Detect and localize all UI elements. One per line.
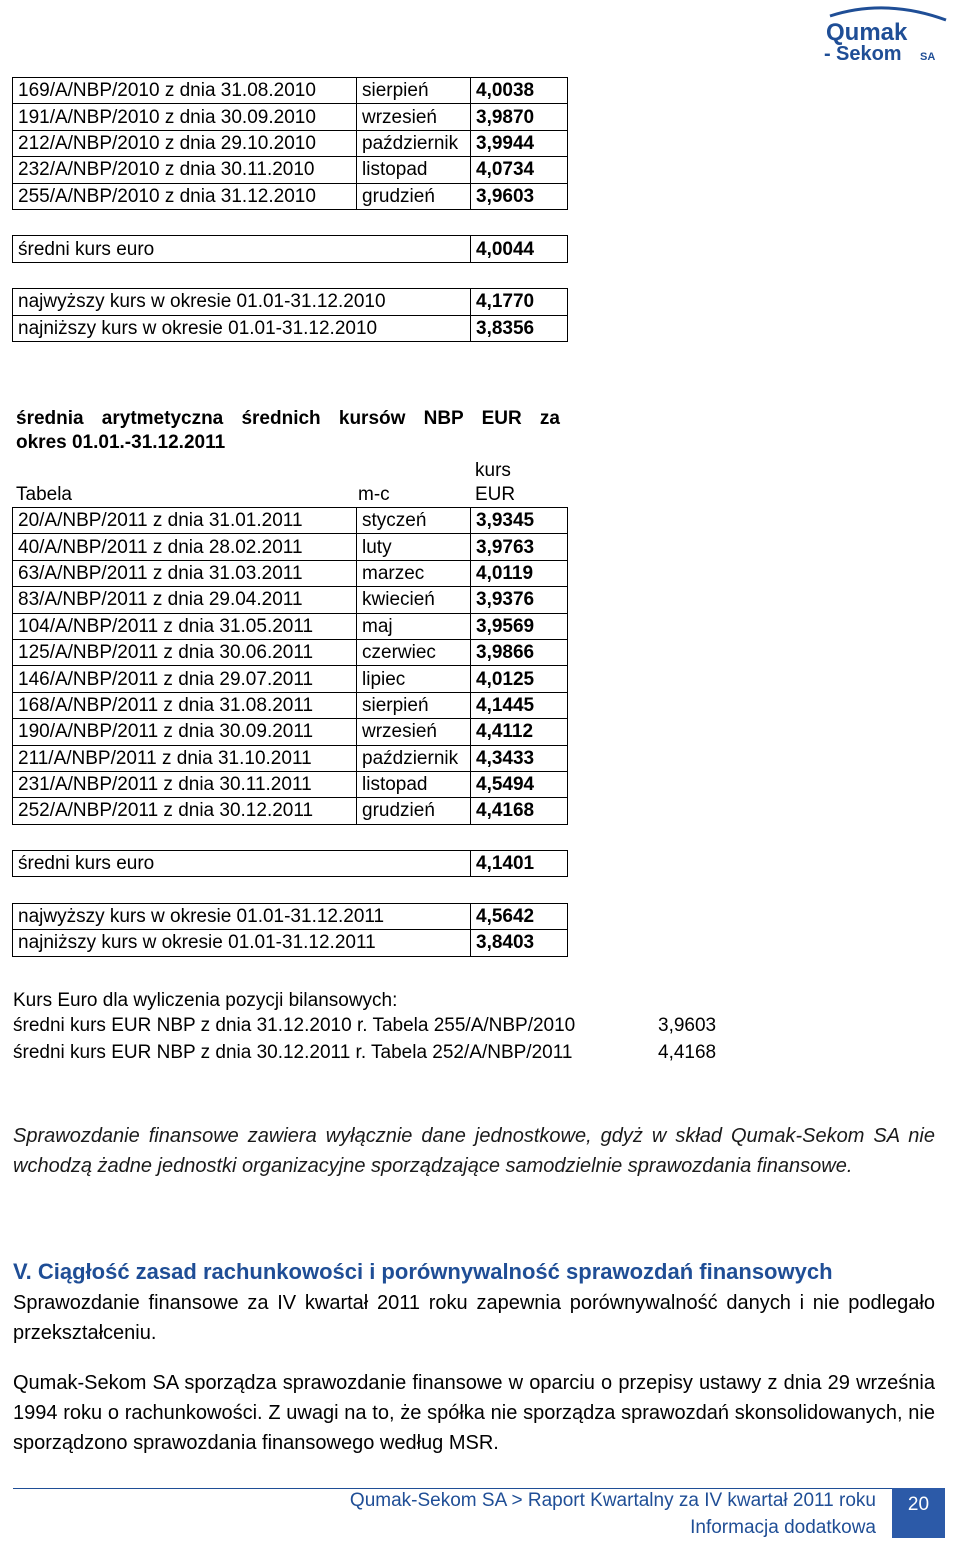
table-cell-rate: 4,5494 bbox=[471, 771, 568, 797]
balance-row-1-value: 3,9603 bbox=[658, 1015, 717, 1036]
table-cell-month: sierpień bbox=[357, 78, 471, 104]
table-cell-tabela: 252/A/NBP/2011 z dnia 30.12.2011 bbox=[13, 798, 357, 824]
table-row bbox=[13, 130, 568, 156]
min-rate-row-value: 3,8403 bbox=[471, 930, 568, 956]
average-rate-row bbox=[13, 851, 568, 877]
balance-row-2-label: średni kurs EUR NBP z dnia 30.12.2011 r. Tabela 252/A/NBP/2011 bbox=[13, 1042, 573, 1063]
table-cell-month: grudzień bbox=[357, 183, 471, 209]
table-cell-rate: 4,4112 bbox=[471, 719, 568, 745]
max-rate-row bbox=[13, 903, 568, 929]
section-title: V. Ciągłość zasad rachunkowości i porównywalność sprawozdań finansowych bbox=[13, 1259, 833, 1284]
logo-text-1: Qumak bbox=[826, 19, 908, 46]
table-cell-month: październik bbox=[357, 745, 471, 771]
max-rate-row-label: najwyższy kurs w okresie 01.01-31.12.2011 bbox=[13, 903, 471, 929]
max-rate-row-value: 4,1770 bbox=[471, 289, 568, 315]
rates-table-2011 bbox=[12, 507, 568, 957]
table-cell-rate: 3,9866 bbox=[471, 639, 568, 665]
spacer-cell bbox=[13, 877, 568, 903]
table-cell-month: listopad bbox=[357, 771, 471, 797]
table-row bbox=[13, 692, 568, 718]
rates-table-2010 bbox=[12, 77, 568, 342]
table-row bbox=[13, 771, 568, 797]
table-cell-tabela: 169/A/NBP/2010 z dnia 31.08.2010 bbox=[13, 78, 357, 104]
table-cell-tabela: 168/A/NBP/2011 z dnia 31.08.2011 bbox=[13, 692, 357, 718]
average-rate-row-label: średni kurs euro bbox=[13, 236, 471, 262]
table-row bbox=[13, 104, 568, 130]
table-cell-month: styczeń bbox=[357, 508, 471, 534]
table-cell-month: wrzesień bbox=[357, 719, 471, 745]
table-cell-rate: 4,4168 bbox=[471, 798, 568, 824]
heading-line-1: średnia arytmetyczna średnich kursów NBP EUR za bbox=[16, 408, 560, 429]
min-rate-row-value: 3,8356 bbox=[471, 315, 568, 341]
average-rate-row-label: średni kurs euro bbox=[13, 851, 471, 877]
table-cell-rate: 3,9376 bbox=[471, 587, 568, 613]
table-row bbox=[13, 78, 568, 104]
table-row bbox=[13, 639, 568, 665]
table-cell-month: luty bbox=[357, 534, 471, 560]
table-cell-rate: 4,1445 bbox=[471, 692, 568, 718]
table-cell-tabela: 211/A/NBP/2011 z dnia 31.10.2011 bbox=[13, 745, 357, 771]
table-cell-tabela: 20/A/NBP/2011 z dnia 31.01.2011 bbox=[13, 508, 357, 534]
table-cell-tabela: 146/A/NBP/2011 z dnia 29.07.2011 bbox=[13, 666, 357, 692]
max-rate-row-label: najwyższy kurs w okresie 01.01-31.12.2010 bbox=[13, 289, 471, 315]
average-rate-row-value: 4,0044 bbox=[471, 236, 568, 262]
table-cell-month: kwiecień bbox=[357, 587, 471, 613]
table-cell-rate: 3,9870 bbox=[471, 104, 568, 130]
paragraph-2: Qumak-Sekom SA sporządza sprawozdanie finansowe w oparciu o przepisy ustawy z dnia 29 września 1994 roku o rachunkowości. Z uwagi na to, że spółka nie sporządza sprawozdań skonsolidowanych, nie sporządzono sprawozdania finansowego według MSR. bbox=[13, 1372, 935, 1454]
table-cell-tabela: 212/A/NBP/2010 z dnia 29.10.2010 bbox=[13, 130, 357, 156]
table-cell-rate: 3,9603 bbox=[471, 183, 568, 209]
table-cell-tabela: 125/A/NBP/2011 z dnia 30.06.2011 bbox=[13, 639, 357, 665]
spacer-row bbox=[13, 262, 568, 288]
logo-suffix: SA bbox=[920, 51, 936, 63]
svg-text:-: - bbox=[824, 43, 831, 64]
table-cell-rate: 3,9763 bbox=[471, 534, 568, 560]
heading-line-2: okres 01.01.-31.12.2011 bbox=[16, 432, 226, 453]
table-cell-month: lipiec bbox=[357, 666, 471, 692]
table-cell-rate: 3,9345 bbox=[471, 508, 568, 534]
table-cell-tabela: 191/A/NBP/2010 z dnia 30.09.2010 bbox=[13, 104, 357, 130]
table-cell-month: październik bbox=[357, 130, 471, 156]
table-cell-rate: 4,0734 bbox=[471, 157, 568, 183]
table-row bbox=[13, 666, 568, 692]
table-row bbox=[13, 745, 568, 771]
spacer-row bbox=[13, 824, 568, 850]
min-rate-row-label: najniższy kurs w okresie 01.01-31.12.2010 bbox=[13, 315, 471, 341]
min-rate-row bbox=[13, 930, 568, 956]
table-row bbox=[13, 508, 568, 534]
table-cell-tabela: 40/A/NBP/2011 z dnia 28.02.2011 bbox=[13, 534, 357, 560]
balance-row-1-label: średni kurs EUR NBP z dnia 31.12.2010 r. Tabela 255/A/NBP/2010 bbox=[13, 1015, 576, 1036]
footer-line-1: Qumak-Sekom SA > Raport Kwartalny za IV kwartał 2011 roku bbox=[349, 1490, 876, 1511]
table-row bbox=[13, 534, 568, 560]
spacer-row bbox=[13, 209, 568, 235]
table-cell-month: grudzień bbox=[357, 798, 471, 824]
table-cell-month: marzec bbox=[357, 560, 471, 586]
logo-text-2: Sekom bbox=[836, 43, 902, 64]
footer-divider bbox=[13, 1488, 945, 1489]
spacer-cell bbox=[13, 824, 568, 850]
max-rate-row bbox=[13, 289, 568, 315]
balance-row-2-value: 4,4168 bbox=[658, 1042, 717, 1063]
table-cell-tabela: 232/A/NBP/2010 z dnia 30.11.2010 bbox=[13, 157, 357, 183]
min-rate-row bbox=[13, 315, 568, 341]
table-cell-tabela: 104/A/NBP/2011 z dnia 31.05.2011 bbox=[13, 613, 357, 639]
table-cell-tabela: 255/A/NBP/2010 z dnia 31.12.2010 bbox=[13, 183, 357, 209]
header-eur: EUR bbox=[475, 484, 516, 505]
spacer-row bbox=[13, 877, 568, 903]
table-cell-month: listopad bbox=[357, 157, 471, 183]
max-rate-row-value: 4,5642 bbox=[471, 903, 568, 929]
spacer-cell bbox=[13, 209, 568, 235]
min-rate-row-label: najniższy kurs w okresie 01.01-31.12.2011 bbox=[13, 930, 471, 956]
table-row bbox=[13, 183, 568, 209]
table-cell-month: czerwiec bbox=[357, 639, 471, 665]
company-logo bbox=[820, 6, 952, 64]
table-cell-tabela: 190/A/NBP/2011 z dnia 30.09.2011 bbox=[13, 719, 357, 745]
table-cell-rate: 4,0038 bbox=[471, 78, 568, 104]
table-row bbox=[13, 560, 568, 586]
table-header-2011 bbox=[16, 458, 560, 508]
table-cell-tabela: 231/A/NBP/2011 z dnia 30.11.2011 bbox=[13, 771, 357, 797]
table-cell-rate: 3,9944 bbox=[471, 130, 568, 156]
heading-2011 bbox=[16, 407, 560, 455]
footer-line-2: Informacja dodatkowa bbox=[690, 1517, 876, 1538]
italic-note: Sprawozdanie finansowe zawiera wyłącznie dane jednostkowe, gdyż w skład Qumak-Sekom SA nie wchodzą żadne jednostki organizacyjne sporządzające samodzielnie sprawozdania finansowe. bbox=[13, 1125, 935, 1177]
table-row bbox=[13, 798, 568, 824]
table-cell-rate: 4,3433 bbox=[471, 745, 568, 771]
balance-row-1 bbox=[13, 1015, 717, 1037]
average-rate-row-value: 4,1401 bbox=[471, 851, 568, 877]
table-row bbox=[13, 157, 568, 183]
table-row bbox=[13, 587, 568, 613]
header-tabela: Tabela bbox=[16, 484, 72, 505]
header-kurs: kurs bbox=[475, 460, 511, 481]
table-cell-rate: 4,0125 bbox=[471, 666, 568, 692]
table-cell-tabela: 83/A/NBP/2011 z dnia 29.04.2011 bbox=[13, 587, 357, 613]
balance-title: Kurs Euro dla wyliczenia pozycji bilansowych: bbox=[13, 990, 398, 1011]
table-row bbox=[13, 719, 568, 745]
header-mc: m-c bbox=[358, 484, 390, 505]
table-cell-month: wrzesień bbox=[357, 104, 471, 130]
page-number: 20 bbox=[892, 1488, 945, 1538]
table-cell-month: sierpień bbox=[357, 692, 471, 718]
paragraph-1: Sprawozdanie finansowe za IV kwartał 2011 roku zapewnia porównywalność danych i nie podlegało przekształceniu. bbox=[13, 1292, 935, 1344]
table-cell-month: maj bbox=[357, 613, 471, 639]
table-cell-tabela: 63/A/NBP/2011 z dnia 31.03.2011 bbox=[13, 560, 357, 586]
table-row bbox=[13, 613, 568, 639]
balance-row-2 bbox=[13, 1042, 717, 1064]
average-rate-row bbox=[13, 236, 568, 262]
table-cell-rate: 3,9569 bbox=[471, 613, 568, 639]
spacer-cell bbox=[13, 262, 568, 288]
table-cell-rate: 4,0119 bbox=[471, 560, 568, 586]
